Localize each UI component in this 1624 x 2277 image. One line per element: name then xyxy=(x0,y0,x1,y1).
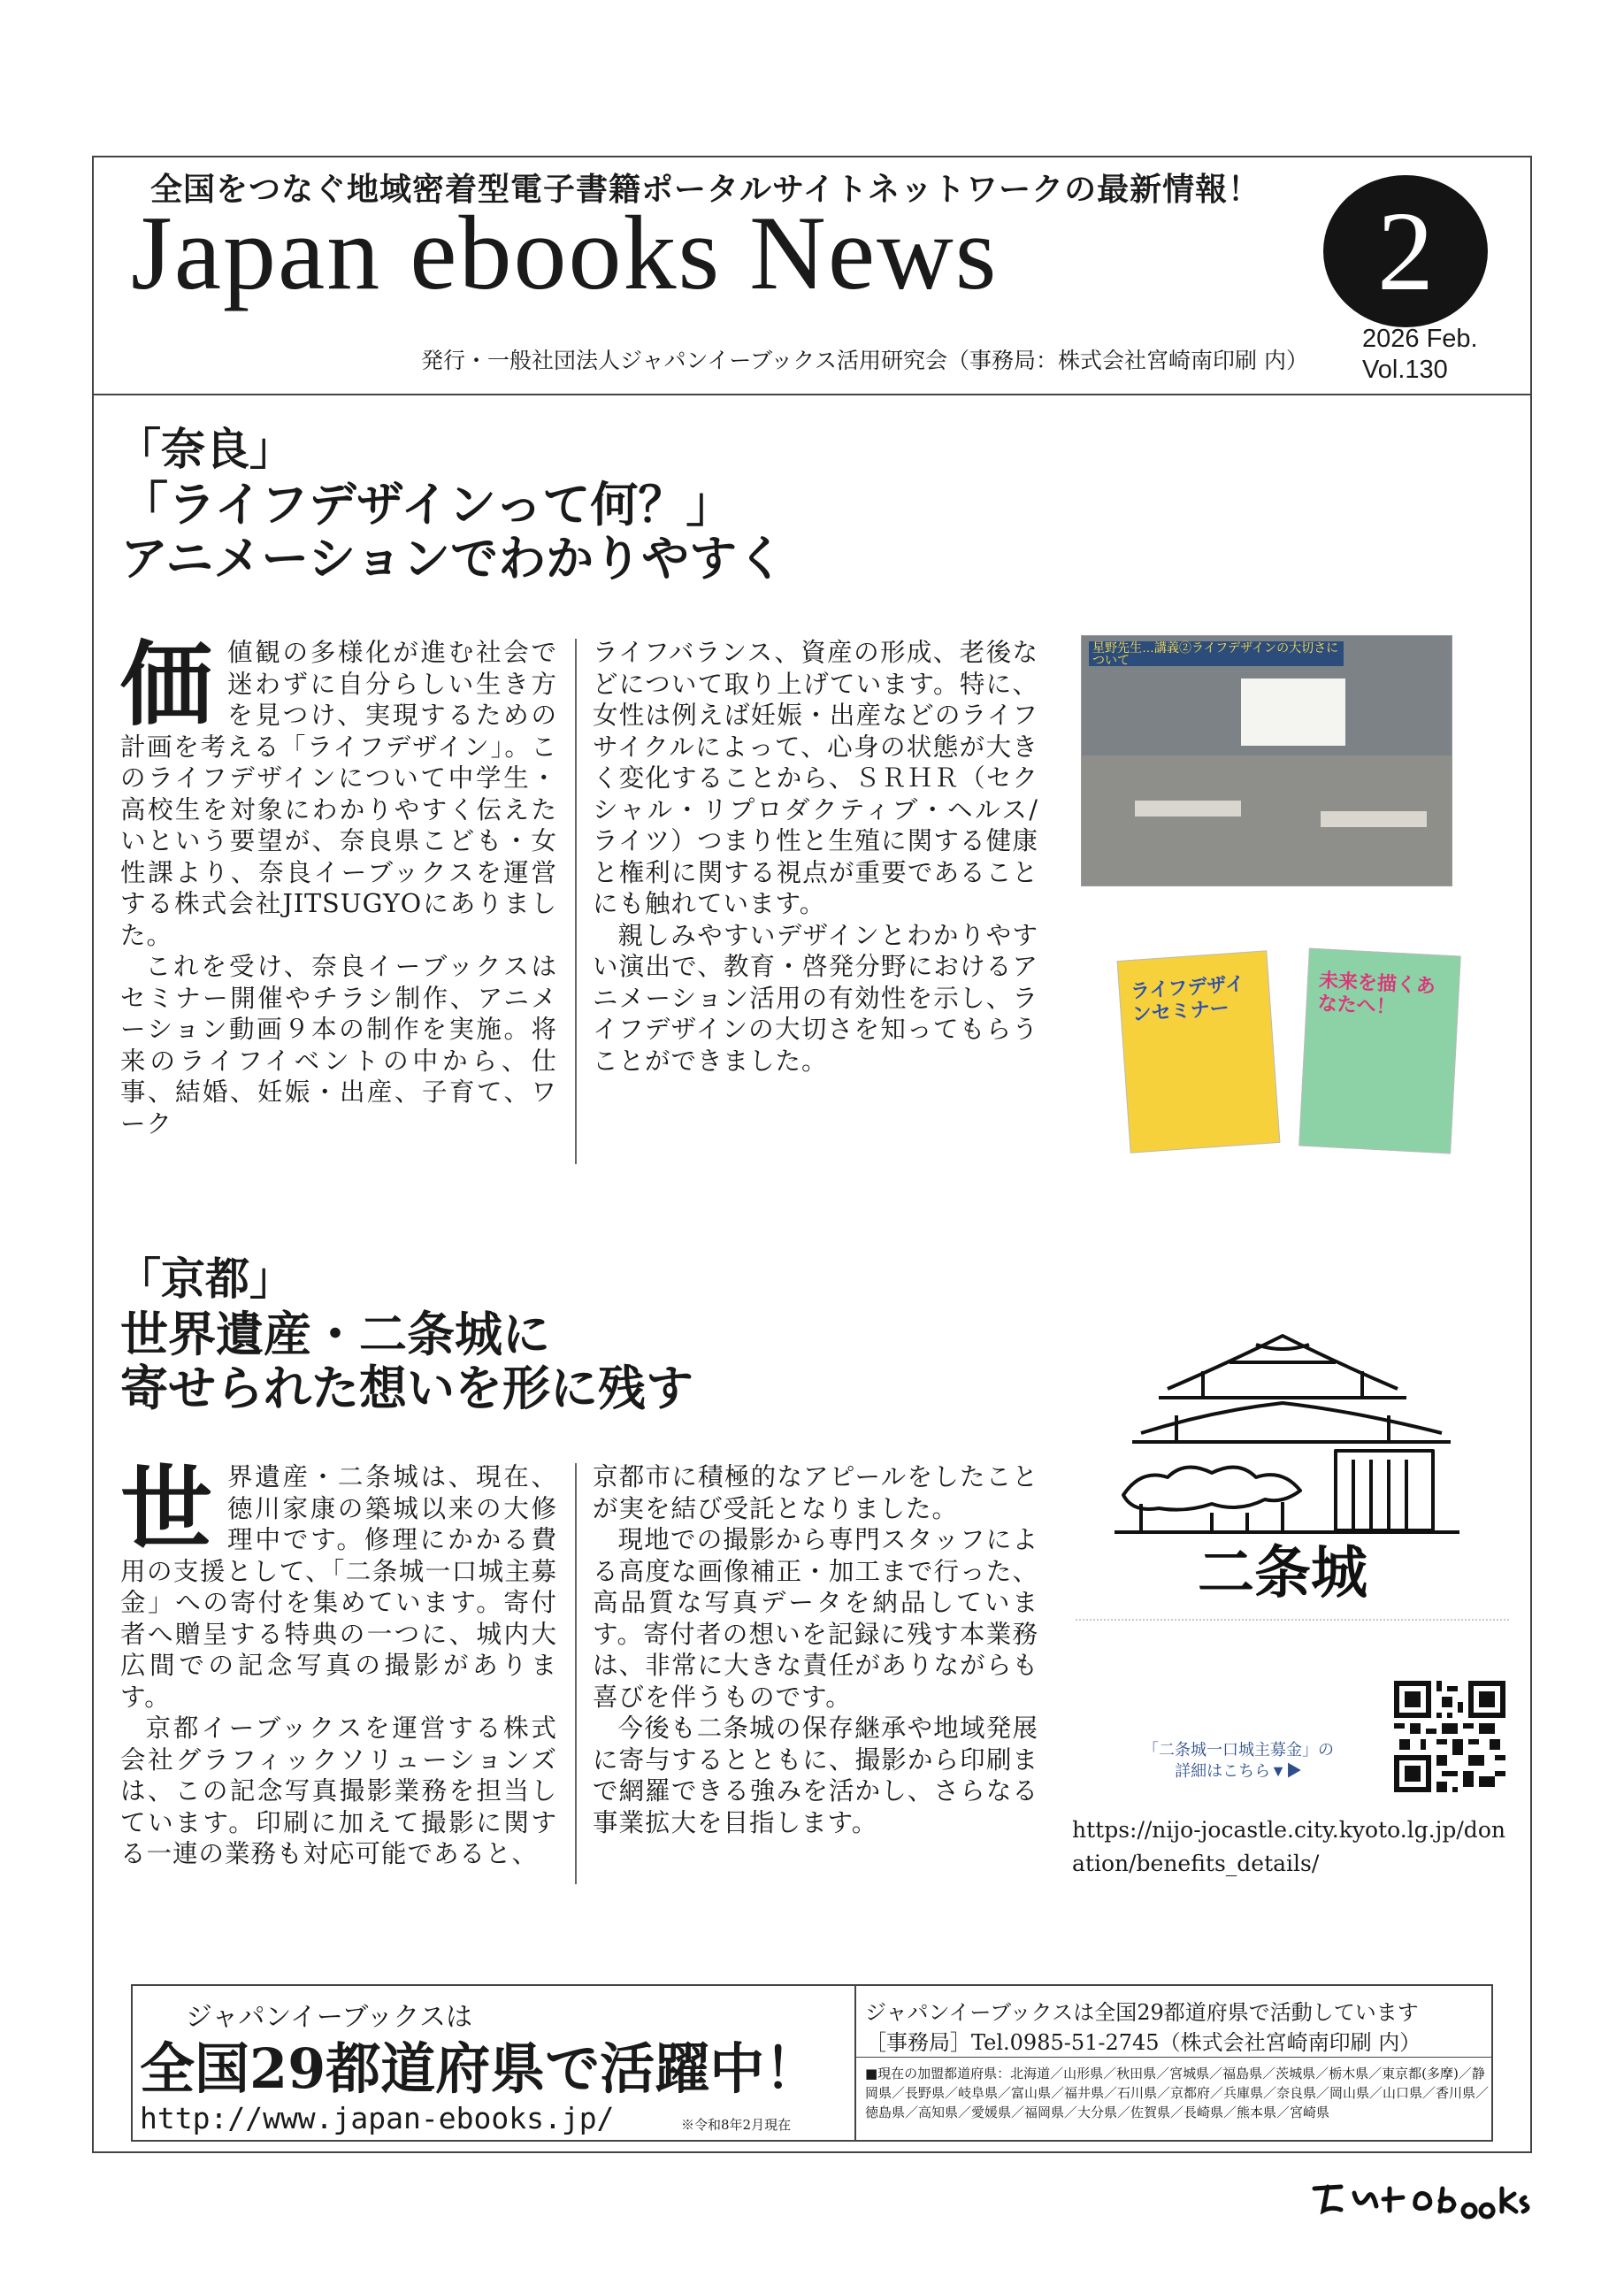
donation-url[interactable]: https://nijo-jocastle.city.kyoto.lg.jp/donation/benefits_details/ xyxy=(1072,1817,1505,1876)
article2-headline-line1: 世界遺産・二条城に xyxy=(120,1306,550,1362)
flyer2-title: 未来を描くあなたへ！ xyxy=(1317,969,1436,1019)
issue-date xyxy=(1362,324,1478,386)
footer-divider xyxy=(854,1986,856,2140)
article2-paragraph: 現地での撮影から専門スタッフによる高度な画像補正・加工まで行った、高品質な写真データを納品しています。寄付者の想いを記録に残す本業務は、非常に大きな責任がありながらも喜びを伴うものです。 xyxy=(593,1525,1038,1712)
footer-right-line1: ジャパンイーブックスは全国29都道府県で活動しています xyxy=(865,2000,1419,2025)
qr-caption-line1: 「二条城一口城主募金」の xyxy=(1143,1741,1334,1759)
seminar-photo xyxy=(1081,635,1452,886)
article2-col1-text: 界遺産・二条城は、現在、徳川家康の築城以来の大修理中です。修理にかかる費用の支援として、「二条城一口城主募金」への寄付を集めています。寄付者へ贈呈する特典の一つに、城内大広間での記念写真の撮影があります。 xyxy=(120,1462,557,1712)
issue-month: 2026 Feb. xyxy=(1362,325,1478,353)
article1-col1-text: 値観の多様化が進む社会で迷わずに自分らしい生き方を見つけ、実現するための計画を考える「ライフデザイン」。このライフデザインについて中学生・高校生を対象にわかりやすく伝えたいという要望が、奈良県こども・女性課より、奈良イーブックスを運営する株式会社JITSUGYOにありました。 xyxy=(120,638,557,950)
footer-contact: ［事務局］Tel.0985-51-2745（株式会社宮崎南印刷 内） xyxy=(865,2030,1421,2055)
japan-ebooks-logo xyxy=(1306,2171,1536,2224)
issue-volume: Vol.130 xyxy=(1362,355,1448,384)
masthead-title: Japan ebooks News xyxy=(131,194,999,311)
masthead-divider xyxy=(92,394,1532,395)
qr-caption xyxy=(1106,1739,1371,1782)
dotted-separator xyxy=(1076,1619,1509,1621)
article1-column-1 xyxy=(120,630,557,1139)
article1-paragraph: これを受け、奈良イーブックスはセミナー開催やチラシ制作、アニメーション動画９本の制作を実施。将来のライフイベントの中から、仕事、結婚、妊娠・出産、子育て、ワーク xyxy=(120,952,557,1138)
article2-column-2 xyxy=(593,1461,1038,1838)
article2-paragraph: 京都市に積極的なアピールをしたことが実を結び受託となりました。 xyxy=(593,1462,1038,1523)
photo-banner: 星野先生…講義②ライフデザインの大切さについて xyxy=(1089,641,1344,666)
masthead-tagline: 全国をつなぐ地域密着型電子書籍ポータルサイトネットワークの最新情報！ xyxy=(150,171,1261,208)
article2-dropcap: 世 xyxy=(120,1454,214,1563)
nijo-castle-illustration xyxy=(1106,1327,1477,1610)
column-divider xyxy=(575,1463,577,1884)
issue-number-badge: 2 xyxy=(1323,175,1488,327)
publisher-line: 発行・一般社団法人ジャパンイーブックス活用研究会（事務局：株式会社宮崎南印刷 内） xyxy=(421,348,1308,373)
castle-caption: 二条城 xyxy=(1198,1540,1367,1606)
footer-left-headline: 全国29都道府県で活躍中！ xyxy=(140,2036,820,2101)
article2-paragraph: 京都イーブックスを運営する株式会社グラフィックソリューションズは、この記念写真撮影業務を担当しています。印刷に加えて撮影に関する一連の業務も対応可能であると、 xyxy=(120,1714,557,1868)
article1-paragraph xyxy=(120,630,557,951)
footer-website-link[interactable]: http://www.japan-ebooks.jp/ xyxy=(140,2101,615,2135)
article1-dropcap: 価 xyxy=(120,630,214,739)
article1-headline-line2: アニメーションでわかりやすく xyxy=(120,530,785,587)
footer-member-list: ■現在の加盟都道府県：北海道／山形県／秋田県／宮城県／福島県／茨城県／栃木県／東京都(多摩)／静岡県／長野県／岐阜県／富山県／福井県／石川県／京都府／兵庫県／奈良県／岡山県／山口県／香川県／徳島県／高知県／愛媛県／福岡県／大分県／佐賀県／長崎県／熊本県／宮崎県 xyxy=(865,2066,1490,2120)
article1-region-tag: 「奈良」 xyxy=(117,423,294,475)
article2-region-tag: 「京都」 xyxy=(117,1253,294,1305)
article2-paragraph xyxy=(120,1454,557,1713)
projector-screen xyxy=(1241,678,1345,746)
footer-box xyxy=(131,1984,1493,2142)
article1-paragraph: 親しみやすいデザインとわかりやすい演出で、教育・啓発分野におけるアニメーション活用の有効性を示し、ライフデザインの大切さを知ってもらうことができました。 xyxy=(593,920,1038,1076)
article2-headline-line2: 寄せられた想いを形に残す xyxy=(120,1360,693,1417)
footer-right-rule xyxy=(856,2057,1491,2058)
column-divider xyxy=(575,639,577,1164)
qr-caption-line2[interactable]: 詳細はこちら▼▶ xyxy=(1175,1762,1302,1781)
photo-table xyxy=(1135,801,1241,816)
article2-paragraph: 今後も二条城の保存継承や地域発展に寄与するとともに、撮影から印刷まで網羅できる強みを活かし、さらなる事業拡大を目指します。 xyxy=(593,1714,1038,1837)
article1-column-2 xyxy=(593,637,1038,1077)
qr-code[interactable] xyxy=(1394,1681,1505,1792)
flyer-mirai xyxy=(1298,948,1460,1154)
footer-left-head: ジャパンイーブックスは xyxy=(186,2002,472,2033)
photo-table xyxy=(1321,811,1427,827)
article1-headline-line1: 「ライフデザインって何？」 xyxy=(120,476,734,533)
article1-headline xyxy=(120,478,785,586)
article1-paragraph: ライフバランス、資産の形成、老後などについて取り上げています。特に、女性は例えば妊娠・出産などのライフサイクルによって、心身の状態が大きく変化することから、ＳＲＨＲ（セクシャル・リプロダクティブ・ヘルス/ライツ）つまり性と生殖に関する健康と権利に関する視点が重要であることにも触れています。 xyxy=(593,638,1038,918)
flyer-life-design-seminar xyxy=(1117,950,1281,1153)
article2-headline xyxy=(120,1307,693,1415)
article2-column-1 xyxy=(120,1454,557,1870)
footer-date-note: ※令和8年2月現在 xyxy=(681,2117,792,2133)
flyer1-title: ライフデザインセミナー xyxy=(1130,972,1245,1026)
